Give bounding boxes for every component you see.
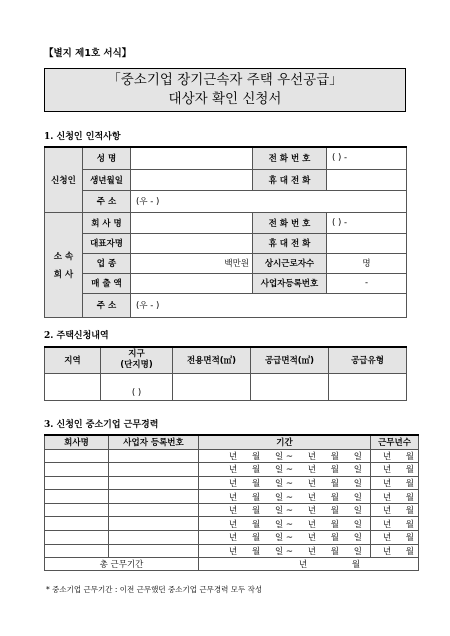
phone-field[interactable]: ( ) - (327, 147, 407, 169)
period-y1: 년 (229, 533, 238, 544)
applicant-group-label: 신청인 (45, 147, 83, 212)
company-name-label: 회 사 명 (83, 212, 131, 233)
period-d1: 일 ~ (274, 492, 294, 503)
tenure-y: 년 (383, 492, 392, 503)
row-tenure-field[interactable] (371, 544, 419, 558)
row-company-field[interactable] (45, 531, 109, 545)
section1-heading: 1. 신청인 인적사항 (44, 132, 121, 142)
tenure-m: 월 (405, 506, 414, 517)
work-history-row (45, 531, 419, 545)
row-period-field[interactable] (199, 476, 371, 490)
row-bizreg-field[interactable] (109, 531, 199, 545)
row-company-field[interactable] (45, 463, 109, 477)
row-period-field[interactable] (199, 517, 371, 531)
company-group-line1: 소 속 (53, 251, 74, 262)
name-field[interactable] (131, 147, 253, 169)
period-d1: 일 ~ (274, 506, 294, 517)
period-d2: 일 (353, 506, 362, 517)
biz-reg-label: 사업자등록번호 (253, 273, 327, 293)
company-name-field[interactable] (131, 212, 253, 233)
supply-area-field[interactable] (251, 373, 329, 400)
period-y1: 년 (229, 451, 238, 462)
ceo-field[interactable] (131, 233, 253, 253)
period-d1: 일 ~ (274, 465, 294, 476)
period-m1: 월 (251, 546, 261, 557)
birth-label: 생년월일 (83, 169, 131, 190)
work-history-row (45, 449, 419, 463)
tenure-m: 월 (405, 465, 414, 476)
row-period-field[interactable] (199, 531, 371, 545)
period-m1: 월 (251, 506, 261, 517)
row-bizreg-field[interactable] (109, 503, 199, 517)
exclusive-area-header: 전용면적(㎡) (173, 347, 251, 373)
birth-field[interactable] (131, 169, 253, 190)
period-y2: 년 (307, 546, 316, 557)
employees-label: 상시근로자수 (253, 253, 327, 273)
exclusive-area-field[interactable] (173, 373, 251, 400)
tenure-y: 년 (383, 519, 392, 530)
row-period-field[interactable] (199, 503, 371, 517)
period-m2: 월 (330, 451, 339, 462)
period-y1: 년 (229, 478, 238, 489)
row-bizreg-field[interactable] (109, 476, 199, 490)
period-d1: 일 ~ (274, 478, 294, 489)
tenure-y: 년 (383, 506, 392, 517)
row-period-field[interactable] (199, 449, 371, 463)
period-m2: 월 (330, 478, 339, 489)
period-y2: 년 (307, 478, 316, 489)
footnote: * 중소기업 근무기간 : 이전 근무했던 중소기업 근무경력 모두 작성 (46, 585, 263, 594)
name-label: 성 명 (83, 147, 131, 169)
tenure-m: 월 (405, 519, 414, 530)
tenure-y: 년 (383, 533, 392, 544)
form-title-line2: 대상자 확인 신청서 (168, 91, 282, 107)
region-field[interactable] (45, 373, 101, 400)
total-period-label: 총 근무기간 (45, 558, 199, 571)
tenure-m: 월 (405, 533, 414, 544)
supply-type-header: 공급유형 (329, 347, 407, 373)
row-bizreg-field[interactable] (109, 544, 199, 558)
period-d1: 일 ~ (274, 519, 294, 530)
row-company-field[interactable] (45, 476, 109, 490)
period-y2: 년 (307, 519, 316, 530)
applicant-info-table (44, 146, 407, 318)
tenure-m: 월 (405, 478, 414, 489)
period-m1: 월 (251, 465, 261, 476)
period-d1: 일 ~ (274, 451, 294, 462)
biz-reg-field[interactable]: - (327, 273, 407, 293)
sales-field[interactable] (131, 273, 253, 293)
row-bizreg-field[interactable] (109, 449, 199, 463)
period-y1: 년 (229, 465, 238, 476)
supply-type-field[interactable] (329, 373, 407, 400)
supply-area-header: 공급면적(㎡) (251, 347, 329, 373)
period-header: 기간 (199, 435, 371, 449)
total-period-field[interactable] (199, 558, 419, 571)
work-history-table (44, 434, 419, 571)
tenure-y: 년 (383, 465, 392, 476)
tenure-m: 월 (405, 492, 414, 503)
period-y2: 년 (307, 465, 316, 476)
row-company-field[interactable] (45, 517, 109, 531)
period-y1: 년 (229, 506, 238, 517)
ceo-mobile-field[interactable] (327, 233, 407, 253)
section3-heading: 3. 신청인 중소기업 근무경력 (44, 420, 159, 430)
row-bizreg-field[interactable] (109, 463, 199, 477)
row-company-field[interactable] (45, 503, 109, 517)
period-m1: 월 (251, 533, 261, 544)
work-history-row (45, 476, 419, 490)
region-header: 지역 (45, 347, 101, 373)
row-tenure-field[interactable] (371, 503, 419, 517)
form-title-line1: 「중소기업 장기근속자 주택 우선공급」 (107, 72, 343, 88)
employees-field[interactable] (327, 253, 407, 273)
row-period-field[interactable] (199, 490, 371, 504)
tenure-header: 근무년수 (371, 435, 419, 449)
tenure-y: 년 (383, 451, 392, 462)
period-d2: 일 (353, 478, 362, 489)
period-m2: 월 (330, 506, 339, 517)
period-m2: 월 (330, 492, 339, 503)
period-m1: 월 (251, 478, 261, 489)
period-d1: 일 ~ (274, 546, 294, 557)
row-tenure-field[interactable] (371, 449, 419, 463)
housing-request-table (44, 346, 407, 401)
company-address-field[interactable]: (우 - ) (131, 293, 407, 317)
biz-reg-header: 사업자 등록번호 (109, 435, 199, 449)
row-tenure-field[interactable] (371, 490, 419, 504)
tenure-m: 월 (405, 546, 414, 557)
row-bizreg-field[interactable] (109, 517, 199, 531)
work-history-row (45, 490, 419, 504)
tenure-y: 년 (383, 546, 392, 557)
period-y1: 년 (229, 519, 238, 530)
form-title-box (44, 68, 406, 112)
row-tenure-field[interactable] (371, 531, 419, 545)
address-label: 주 소 (83, 190, 131, 212)
company-group-line2: 회 사 (53, 269, 74, 280)
row-company-field[interactable] (45, 449, 109, 463)
period-d2: 일 (353, 546, 362, 557)
period-d2: 일 (353, 533, 362, 544)
period-d1: 일 ~ (274, 533, 294, 544)
period-y2: 년 (307, 533, 316, 544)
mobile-label: 휴 대 전 화 (253, 169, 327, 190)
period-d2: 일 (353, 519, 362, 530)
period-y2: 년 (307, 492, 316, 503)
tenure-y: 년 (383, 478, 392, 489)
company-address-label: 주 소 (83, 293, 131, 317)
work-history-row (45, 544, 419, 558)
ceo-label: 대표자명 (83, 233, 131, 253)
industry-label: 업 종 (83, 253, 131, 273)
period-y2: 년 (307, 506, 316, 517)
employees-unit: 명 (362, 259, 371, 269)
period-d2: 일 (353, 465, 362, 476)
period-m1: 월 (251, 451, 261, 462)
row-company-field[interactable] (45, 490, 109, 504)
form-number-label: 【별지 제1호 서식】 (44, 48, 132, 59)
work-history-row (45, 503, 419, 517)
period-m1: 월 (251, 519, 261, 530)
industry-field[interactable] (131, 253, 253, 273)
work-history-row (45, 463, 419, 477)
period-m2: 월 (330, 546, 339, 557)
section2-heading: 2. 주택신청내역 (44, 331, 109, 341)
industry-unit: 백만원 (224, 259, 249, 269)
period-y2: 년 (307, 451, 316, 462)
district-field[interactable]: ( ) (101, 373, 173, 400)
period-m2: 월 (330, 465, 339, 476)
row-tenure-field[interactable] (371, 476, 419, 490)
tenure-m: 월 (405, 451, 414, 462)
row-bizreg-field[interactable] (109, 490, 199, 504)
work-history-row (45, 517, 419, 531)
period-m2: 월 (330, 519, 339, 530)
row-company-field[interactable] (45, 544, 109, 558)
row-period-field[interactable] (199, 463, 371, 477)
mobile-field[interactable] (327, 169, 407, 190)
phone-label: 전 화 번 호 (253, 147, 327, 169)
address-field[interactable]: (우 - ) (131, 190, 407, 212)
period-y1: 년 (229, 492, 238, 503)
period-d2: 일 (353, 492, 362, 503)
period-y1: 년 (229, 546, 238, 557)
total-year: 년 (299, 560, 308, 571)
row-period-field[interactable] (199, 544, 371, 558)
company-phone-label: 전 화 번 호 (253, 212, 327, 233)
period-m2: 월 (330, 533, 339, 544)
company-name-header: 회사명 (45, 435, 109, 449)
row-tenure-field[interactable] (371, 517, 419, 531)
district-header: 지구 (단지명) (101, 347, 173, 373)
row-tenure-field[interactable] (371, 463, 419, 477)
period-m1: 월 (251, 492, 261, 503)
company-phone-field[interactable]: ( ) - (327, 212, 407, 233)
total-month: 월 (351, 560, 361, 571)
ceo-mobile-label: 휴 대 전 화 (253, 233, 327, 253)
period-d2: 일 (353, 451, 362, 462)
sales-label: 매 출 액 (83, 273, 131, 293)
company-group-label (45, 212, 83, 317)
